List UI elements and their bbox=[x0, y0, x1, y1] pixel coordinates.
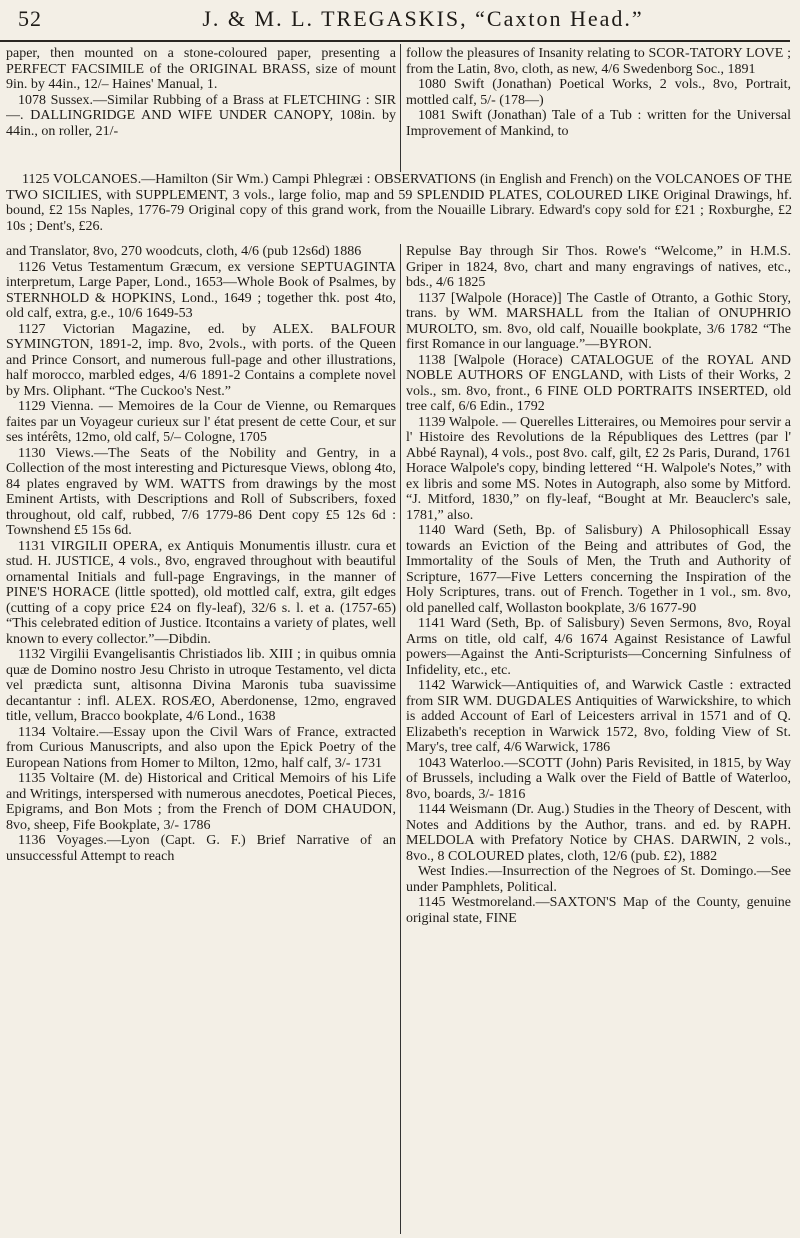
bottom-right-column bbox=[406, 244, 791, 1234]
entry-text: Repulse Bay through Sir Thos. Rowe's “Welcome,” in H.M.S. Griper in 1824, 8vo, chart and many engravings of natives, etc., bds., 4/6 1825 bbox=[406, 244, 791, 290]
entry-1141: 1141 Ward (Seth, Bp. of Salisbury) Seven Sermons, 8vo, Royal Arms on title, old calf, 4/6 1674 Against Resistance of Lawful powers—Against the Anti-Scripturists—Concerning Sinfulness of Infidelity, etc., etc. bbox=[406, 616, 791, 678]
column-divider-top bbox=[400, 44, 401, 172]
page-number: 52 bbox=[18, 6, 42, 31]
top-right-column bbox=[406, 46, 791, 172]
bottom-left-column bbox=[6, 244, 396, 1234]
page-header bbox=[18, 4, 788, 34]
running-title: J. & M. L. TREGASKIS, “Caxton Head.” bbox=[202, 6, 644, 31]
entry-1138: 1138 [Walpole (Horace) CATALOGUE of the ROYAL AND NOBLE AUTHORS OF ENGLAND, with Lists of their Works, 2 vols., sm. 8vo, front., 6 FINE OLD PORTRAITS INSERTED, old tree calf, 6/6 Edin., 1792 bbox=[406, 352, 791, 414]
entry-1043: 1043 Waterloo.—SCOTT (John) Paris Revisited, in 1815, by Way of Brussels, including a Walk over the Field of Battle of Waterloo, 8vo, boards, 3/- 1816 bbox=[406, 755, 791, 802]
entry-1145: 1145 Westmoreland.—SAXTON'S Map of the County, genuine original state, FINE bbox=[406, 895, 791, 926]
column-divider-bottom bbox=[400, 244, 401, 1234]
entry-1140: 1140 Ward (Seth, Bp. of Salisbury) A Philosophicall Essay towards an Eviction of the Being and attributes of God, the Immortality of the Souls of Men, the Truth and Authority of Scripture, 1677—Five Letters concerning the Inspiration of the Holy Scriptures, trans. out of French. Together in 1 vol., sm. 8vo, old panelled calf, Wollaston bookplate, 3/6 1677-90 bbox=[406, 523, 791, 616]
entry-west-indies: West Indies.—Insurrection of the Negroes of St. Domingo.—See under Pamphlets, Political. bbox=[406, 864, 791, 895]
entry-1135: 1135 Voltaire (M. de) Historical and Critical Memoirs of his Life and Writings, interspersed with numerous anecdotes, Poetical Pieces, Epigrams, and Bon Mots ; from the French of DOM CHAUDON, 8vo, sheep, Fife Bookplate, 3/- 1786 bbox=[6, 771, 396, 833]
entry-1125-volcanoes bbox=[6, 172, 792, 242]
entry-1129: 1129 Vienna. — Memoires de la Cour de Vienne, ou Remarques faites par un Voyageur curieux sur l' état present de cette Cour, et sur ses intérêts, 12mo, old calf, 5/– Cologne, 1705 bbox=[6, 399, 396, 445]
entry-1137: 1137 [Walpole (Horace)] The Castle of Otranto, a Gothic Story, trans. by WM. MARSHALL from the Italian of ONUPHRIO MUROLTO, sm. 8vo, old calf, Nouaille bookplate, 3/6 1782 “The first Romance in our language.”—BYRON. bbox=[406, 290, 791, 352]
top-left-column bbox=[6, 46, 396, 172]
entry-text: paper, then mounted on a stone-coloured paper, presenting a PERFECT FACSIMILE of the ORIGINAL BRASS, size of mount 9in. by 44in., 12/– Haines' Manual, 1. bbox=[6, 46, 396, 92]
entry-1142: 1142 Warwick—Antiquities of, and Warwick Castle : extracted from SIR WM. DUGDALES Antiquities of Warwickshire, to which is added Account of Earl of Leicesters arrival in 1571 and of Q. Elizabeth's reception in Warwick 1572, 8vo, folding View of St. Mary's, tree calf, 4/6 Warwick, 1786 bbox=[406, 678, 791, 755]
entry-1144: 1144 Weismann (Dr. Aug.) Studies in the Theory of Descent, with Notes and Additions by the Author, trans. and ed. by RAPH. MELDOLA with Prefatory Notice by CHAS. DARWIN, 2 vols., 8vo., 8 COLOURED plates, cloth, 12/6 (pub. £2), 1882 bbox=[406, 802, 791, 864]
entry-1134: 1134 Voltaire.—Essay upon the Civil Wars of France, extracted from Curious Manuscripts, and also upon the Epick Poetry of the European Nations from Homer to Milton, 12mo, half calf, 3/- 1731 bbox=[6, 724, 396, 771]
entry-1078: 1078 Sussex.—Similar Rubbing of a Brass at FLETCHING : SIR —. DALLINGRIDGE AND WIFE UNDER CANOPY, 108in. by 44in., on roller, 21/- bbox=[6, 92, 396, 139]
entry-1132: 1132 Virgilii Evangelisantis Christiados lib. XIII ; in quibus omnia quæ de Domino nostro Jesu Christo in utroque Testamento, vel dicta vel prædicta sunt, altisonna Divina Maronis tuba suavissime decantantur : infl. ALEX. ROSÆO, Aberdonense, 12mo, engraved title, vellum, Bracco bookplate, 4/6 Lond., 1638 bbox=[6, 647, 396, 724]
entry-1081: 1081 Swift (Jonathan) Tale of a Tub : written for the Universal Improvement of Mankind, to bbox=[406, 108, 791, 139]
entry-1125: 1125 VOLCANOES.—Hamilton (Sir Wm.) Campi Phlegræi : OBSERVATIONS (in English and French) on the VOLCANOES OF THE TWO SICILIES, with SUPPLEMENT, 3 vols., large folio, map and 59 SPLENDID PLATES, COLOURED LIKE Original Drawings, hf. bound, £2 15s Naples, 1776-79 Original copy of this grand work, from the Nouaille Library. Edward's copy sold for £21 ; Roxburghe, £2 10s ; Dent's, £26. bbox=[6, 172, 792, 234]
header-rule bbox=[0, 40, 790, 42]
entry-text: follow the pleasures of Insanity relating to SCOR-TATORY LOVE ; from the Latin, 8vo, cloth, as new, 4/6 Swedenborg Soc., 1891 bbox=[406, 46, 791, 77]
entry-1131: 1131 VIRGILII OPERA, ex Antiquis Monumentis illustr. cura et stud. H. JUSTICE, 4 vols., 8vo, engraved throughout with beautiful ornamental Initials and full-page Engravings, in the manner of PINE'S HORACE (little spotted), old mottled calf, extra, gilt edges (cutting of a copy price £24 on fly-leaf), 32/6 s. l. et a. (1757-65) “This celebrated edition of Justice. Itcontains a variety of plates, well known to every collector.”—Dibdin. bbox=[6, 538, 396, 647]
entry-1080: 1080 Swift (Jonathan) Poetical Works, 2 vols., 8vo, Portrait, mottled calf, 5/- (178—) bbox=[406, 77, 791, 108]
entry-1126: 1126 Vetus Testamentum Græcum, ex versione SEPTUAGINTA interpretum, Large Paper, Lond., 1653—Whole Book of Psalmes, by STERNHOLD & HOPKINS, Lond., 1649 ; together thk. post 4to, old calf, extra, g.e., 10/6 1649-53 bbox=[6, 259, 396, 321]
entry-1139: 1139 Walpole. — Querelles Litteraires, ou Memoires pour servir a l' Histoire des Revolutions de la Républiques des Lettres (par l' Abbé Raynal), 4 vols., post 8vo. calf, gilt, £2 2s Paris, Durand, 1761 Horace Walpole's copy, binding lettered ‘‘H. Walpole's Notes,” with ex libris and some MS. Notes in Autograph, also some by Mitford. “J. Mitford, 1830,” on fly-leaf, “Bought at Mr. Beauclerc's sale, 1781,” also. bbox=[406, 414, 791, 523]
entry-text: and Translator, 8vo, 270 woodcuts, cloth, 4/6 (pub 12s6d) 1886 bbox=[6, 244, 362, 259]
entry-1136: 1136 Voyages.—Lyon (Capt. G. F.) Brief Narrative of an unsuccessful Attempt to reach bbox=[6, 833, 396, 864]
entry-1130: 1130 Views.—The Seats of the Nobility and Gentry, in a Collection of the most interesting and Picturesque Views, oblong 4to, 84 plates engraved by WM. WATTS from drawings by the most Eminent Artists, with Descriptions and Roll of Subscribers, foxed throughout, old calf, rubbed, 7/6 1779-86 Dent copy £5 12s 6d : Townshend £5 15s 6d. bbox=[6, 445, 396, 538]
entry-1127: 1127 Victorian Magazine, ed. by ALEX. BALFOUR SYMINGTON, 1891-2, imp. 8vo, 2vols., with ports. of the Queen and Prince Consort, and numerous full-page and other illustrations, half morocco, marbled edges, 4/6 1891-2 Contains a complete novel by Mrs. Oliphant. “The Cuckoo's Nest.” bbox=[6, 321, 396, 399]
